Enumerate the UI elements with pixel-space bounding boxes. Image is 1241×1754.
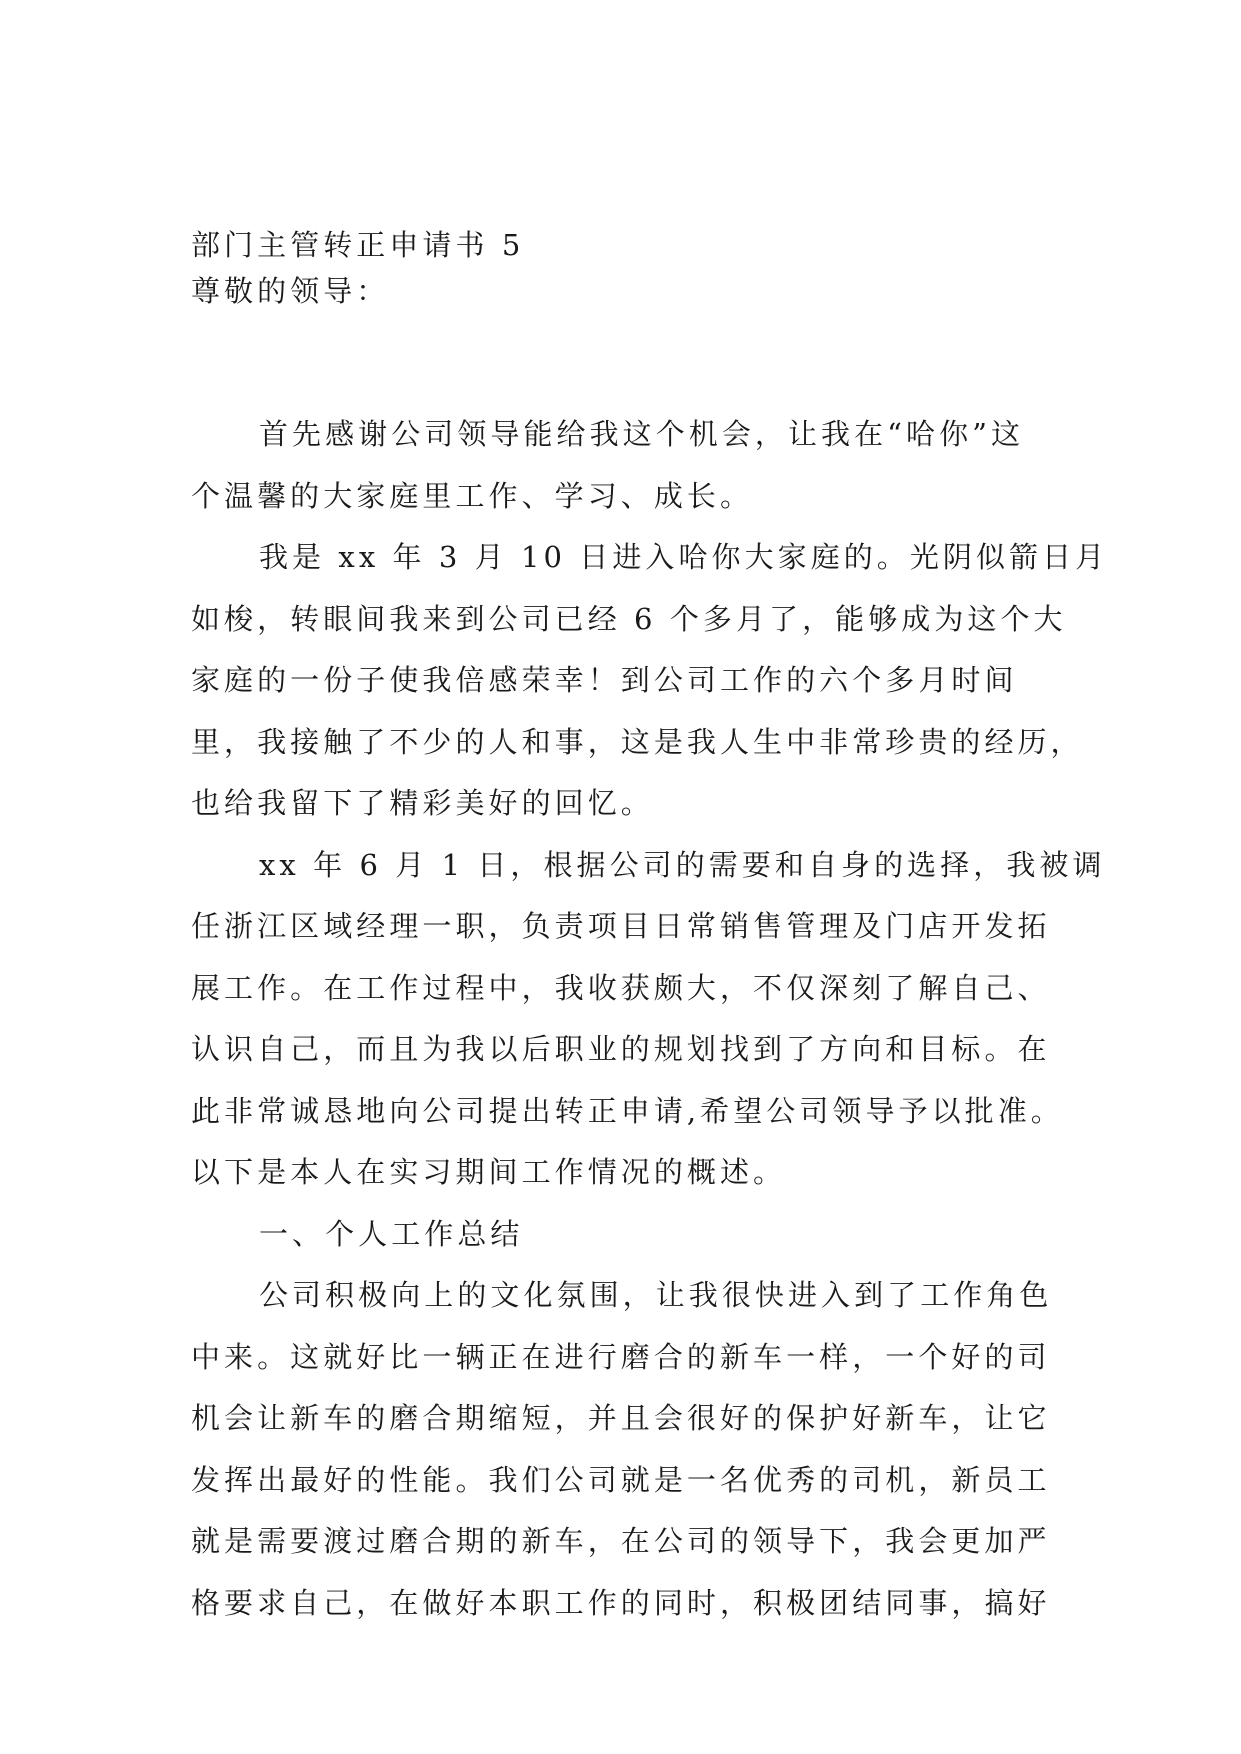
body-text (191, 404, 1109, 1634)
text-line: 此非常诚恳地向公司提出转正申请,希望公司领导予以批准。 (191, 1093, 1064, 1128)
text-line: 如梭，转眼间我来到公司已经 6 个多月了，能够成为这个大 (191, 601, 1067, 636)
text-line: 个温馨的大家庭里工作、学习、成长。 (191, 478, 754, 513)
text-line: 就是需要渡过磨合期的新车，在公司的领导下，我会更加严 (191, 1524, 1051, 1558)
text-line: 展工作。在工作过程中，我收获颇大，不仅深刻了解自己、 (191, 970, 1051, 1005)
text-line: 公司积极向上的文化氛围，让我很快进入到了工作角色 (259, 1278, 1053, 1312)
text-line: 任浙江区域经理一职，负责项目日常销售管理及门店开发拓 (191, 909, 1051, 943)
salutation: 尊敬的领导： (191, 274, 390, 308)
text-line: xx 年 6 月 1 日，根据公司的需要和自身的选择，我被调 (259, 847, 1106, 882)
text-line: 一、个人工作总结 (259, 1216, 524, 1251)
paragraph-gap (191, 314, 1051, 404)
text-line: 中来。这就好比一辆正在进行磨合的新车一样，一个好的司 (191, 1339, 1051, 1374)
text-line: 机会让新车的磨合期缩短，并且会很好的保护好新车，让它 (191, 1401, 1051, 1435)
document-body (191, 222, 1109, 1634)
document-title: 部门主管转正申请书 5 (191, 228, 525, 262)
text-line: 首先感谢公司领导能给我这个机会，让我在“哈你”这 (259, 417, 1025, 451)
text-line: 以下是本人在实习期间工作情况的概述。 (191, 1155, 787, 1189)
text-line: 格要求自己，在做好本职工作的同时，积极团结同事，搞好 (191, 1585, 1051, 1620)
text-line: 也给我留下了精彩美好的回忆。 (191, 786, 654, 820)
text-line: 认识自己，而且为我以后职业的规划找到了方向和目标。在 (191, 1032, 1051, 1066)
text-line: 发挥出最好的性能。我们公司就是一名优秀的司机，新员工 (191, 1462, 1051, 1497)
text-line: 里，我接触了不少的人和事，这是我人生中非常珍贵的经历， (191, 724, 1084, 759)
text-line: 家庭的一份子使我倍感荣幸！到公司工作的六个多月时间 (191, 663, 1018, 697)
text-line: 我是 xx 年 3 月 10 日进入哈你大家庭的。光阴似箭日月 (259, 540, 1109, 574)
